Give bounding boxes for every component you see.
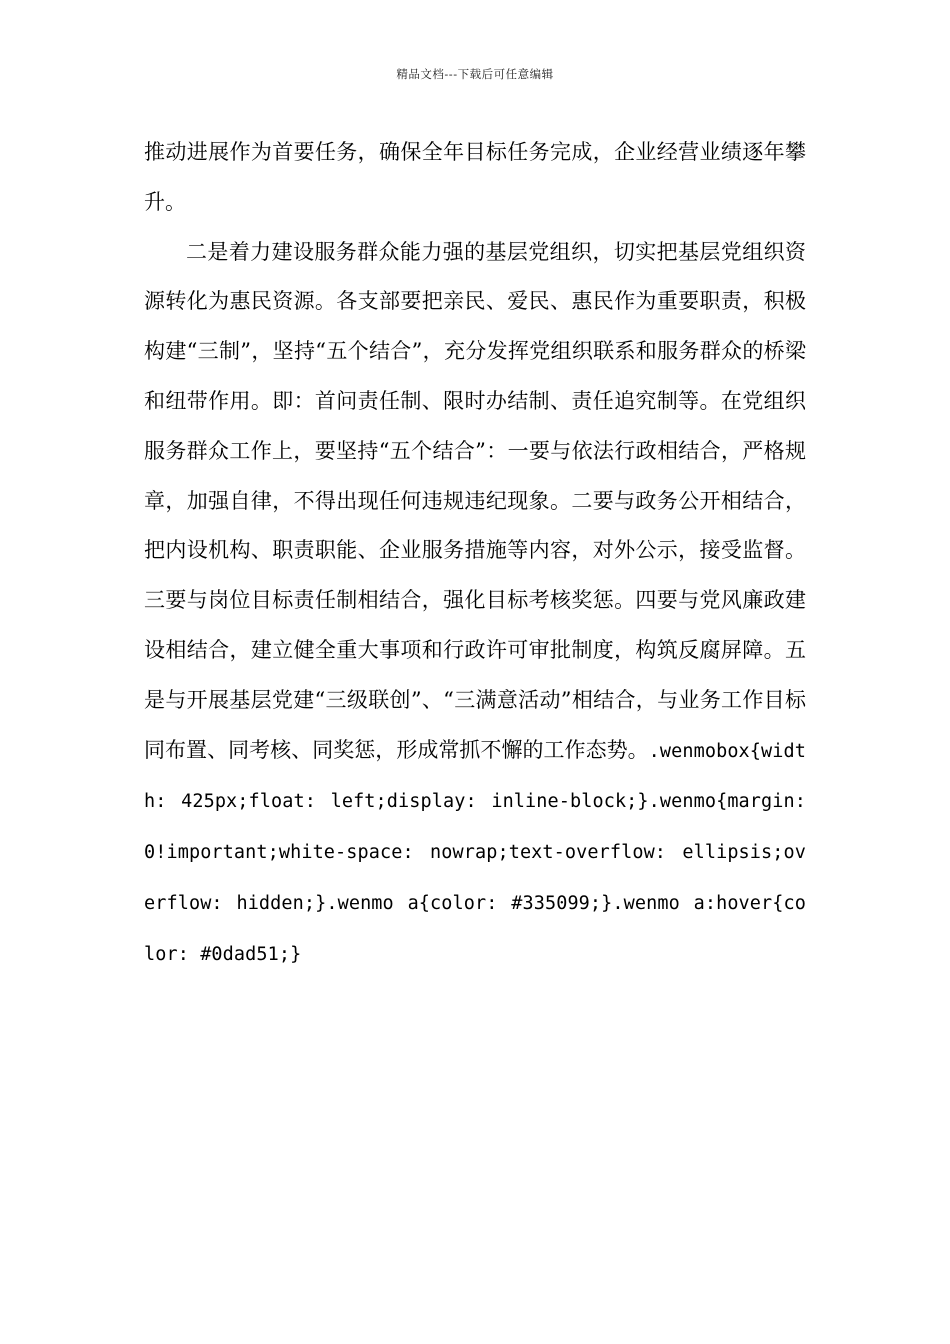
paragraph-2 [144, 228, 806, 980]
paragraph-1: 推动进展作为首要任务，确保全年目标任务完成，企业经营业绩逐年攀升。 [144, 140, 806, 214]
document-body [144, 128, 806, 980]
paragraph-2-css-tail: .wenmobox{width: 425px;float: left;display: inline-block;}.wenmo{margin: 0!important;white-space: nowrap;text-overflow: ellipsis;overflow: hidden;}.wenmo a{color: #335099;}.wenmo a:hover{color: #0dad51;} [144, 740, 806, 965]
paragraph-2-text: 二是着力建设服务群众能力强的基层党组织，切实把基层党组织资源转化为惠民资源。各支部要把亲民、爱民、惠民作为重要职责，积极构建“三制”，坚持“五个结合”，充分发挥党组织联系和服务群众的桥梁和纽带作用。即：首问责任制、限时办结制、责任追究制等。在党组织服务群众工作上，要坚持“五个结合”：一要与依法行政相结合，严格规章，加强自律，不得出现任何违规违纪现象。二要与政务公开相结合，把内设机构、职责职能、企业服务措施等内容，对外公示，接受监督。三要与岗位目标责任制相结合，强化目标考核奖惩。四要与党风廉政建设相结合，建立健全重大事项和行政许可审批制度，构筑反腐屏障。五是与开展基层党建“三级联创”、“三满意活动”相结合，与业务工作目标同布置、同考核、同奖惩，形成常抓不懈的工作态势。 [144, 239, 806, 762]
page-header: 精品文档---下载后可任意编辑 [396, 67, 554, 81]
